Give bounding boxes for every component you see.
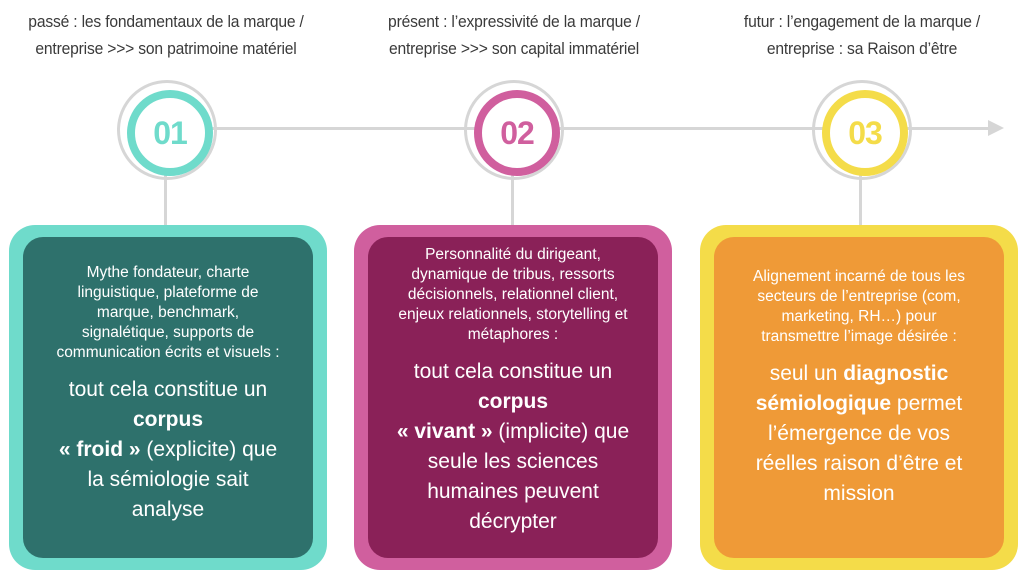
- step-2-intro-line-5: métaphores :: [467, 326, 559, 343]
- step-3-intro-line-1: Alignement incarné de tous les: [753, 268, 965, 285]
- step-1-main-line-3-rest: (explicite) que: [140, 438, 278, 461]
- step-3-intro-line-3: marketing, RH…) pour: [781, 308, 937, 325]
- step-3-main-line-1-pre: seul un: [769, 362, 844, 385]
- step-1-main-text: [35, 375, 301, 525]
- step-1-card-frame: [9, 225, 327, 570]
- step-3-main-line-4: réelles raison d’être et: [755, 452, 963, 475]
- timeline-arrow-icon: [988, 120, 1004, 136]
- step-1-main-line-5: analyse: [131, 498, 205, 521]
- step-2-heading-line-1: présent : l’expressivité de la marque /: [388, 12, 640, 31]
- step-2-connector: [511, 175, 514, 230]
- step-3-number: 03: [848, 114, 882, 151]
- step-1-main-line-1: tout cela constitue un: [68, 378, 268, 401]
- step-2-intro-line-1: Personnalité du dirigeant,: [425, 246, 601, 263]
- step-2-number: 02: [500, 114, 534, 151]
- step-2-heading-line-2: entreprise >>> son capital immatériel: [388, 39, 640, 58]
- step-2-main-text: [380, 357, 646, 537]
- step-3-heading-line-1: futur : l’engagement de la marque /: [743, 12, 981, 31]
- step-3-inner-ring: [822, 90, 908, 176]
- step-1-connector: [164, 175, 167, 230]
- step-1-main-bold-corpus: corpus: [132, 408, 203, 431]
- step-2-main-line-1: tout cela constitue un: [413, 360, 613, 383]
- step-3-main-bold-semiologique: sémiologique: [755, 392, 892, 415]
- step-1-heading-line-2: entreprise >>> son patrimoine matériel: [35, 39, 297, 58]
- step-1-intro-line-3: marque, benchmark,: [96, 304, 240, 321]
- step-1-intro-line-4: signalétique, supports de: [81, 324, 255, 341]
- step-2-card-frame: [354, 225, 672, 570]
- step-2-intro-line-3: décisionnels, relationnel client,: [407, 286, 619, 303]
- step-1-number: 01: [153, 114, 187, 151]
- step-3-main-line-3: l’émergence de vos: [767, 422, 951, 445]
- step-1-main-line-4: la sémiologie sait: [87, 468, 249, 491]
- step-2-main-line-3-rest: (implicite) que: [492, 420, 630, 443]
- step-2-main-line-5: humaines peuvent: [427, 480, 599, 503]
- step-3-circle: [812, 80, 912, 180]
- step-1-intro-line-2: linguistique, plateforme de: [77, 284, 259, 301]
- step-2-main-bold-vivant: « vivant »: [396, 420, 493, 443]
- step-2-inner-ring: [474, 90, 560, 176]
- step-3-heading-line-2: entreprise : sa Raison d’être: [766, 39, 958, 58]
- step-3-connector: [859, 175, 862, 230]
- step-3-heading: [706, 8, 1019, 62]
- step-1-heading-line-1: passé : les fondamentaux de la marque /: [28, 12, 304, 31]
- step-2-circle: [464, 80, 564, 180]
- step-1-intro-line-1: Mythe fondateur, charte: [86, 264, 250, 281]
- step-3-card-frame: [700, 225, 1018, 570]
- step-2-main-bold-corpus: corpus: [477, 390, 548, 413]
- step-1-intro-line-5: communication écrits et visuels :: [56, 344, 280, 361]
- step-1-main-bold-froid: « froid »: [58, 438, 141, 461]
- step-1-intro: [35, 263, 301, 363]
- step-2-main-line-4: seule les sciences: [427, 450, 599, 473]
- step-3-main-line-2-rest: permet: [891, 392, 963, 415]
- step-1-inner-ring: [127, 90, 213, 176]
- step-1-circle: [117, 80, 217, 180]
- step-3-intro-line-4: transmettre l’image désirée :: [761, 328, 957, 345]
- step-2-main-line-6: décrypter: [469, 510, 557, 533]
- step-2-intro: [380, 245, 646, 345]
- step-3-main-text: [726, 359, 992, 509]
- step-3-intro-line-2: secteurs de l’entreprise (com,: [757, 288, 961, 305]
- step-2-intro-line-4: enjeux relationnels, storytelling et: [398, 306, 628, 323]
- step-1-heading: [10, 8, 323, 62]
- step-3-card: [714, 237, 1004, 558]
- step-3-main-line-5: mission: [823, 482, 895, 505]
- step-2-card: [368, 237, 658, 558]
- step-3-intro: [726, 267, 992, 347]
- step-2-heading: [358, 8, 671, 62]
- step-2-intro-line-2: dynamique de tribus, ressorts: [411, 266, 615, 283]
- step-3-main-bold-diagnostic: diagnostic: [843, 362, 949, 385]
- step-1-card: [23, 237, 313, 558]
